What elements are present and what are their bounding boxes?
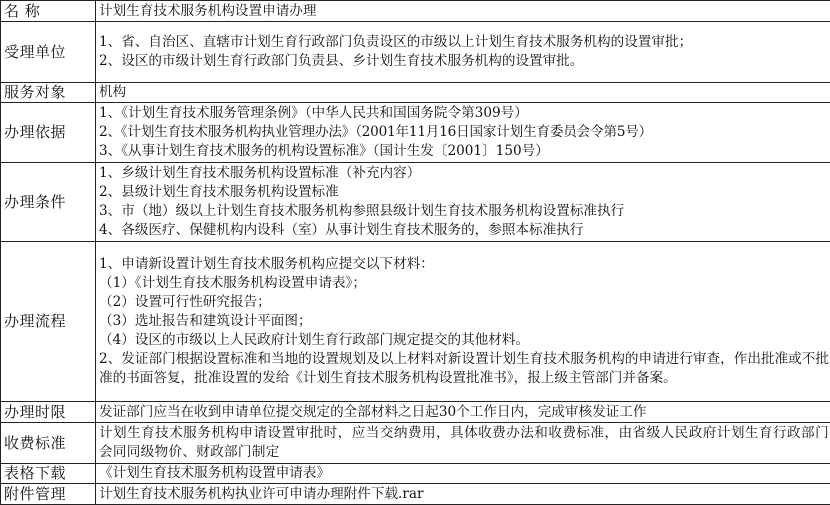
label-conditions: 办理条件: [1, 163, 96, 242]
value-name: 计划生育技术服务机构设置申请办理: [96, 1, 830, 22]
row-fees: [1, 423, 830, 464]
value-attachment[interactable]: 计划生育技术服务机构执业许可申请办理附件下载.rar: [96, 484, 830, 505]
row-dept: [1, 22, 830, 83]
conditions-line: 1、乡级计划生育技术服务机构设置标准（补充内容）: [99, 165, 421, 181]
dept-line: 2、设区的市级计划生育行政部门负责县、乡计划生育技术服务机构的设置审批。: [99, 53, 584, 69]
label-target: 服务对象: [1, 83, 96, 103]
label-fees: 收费标准: [1, 423, 96, 464]
value-time-limit: [96, 402, 830, 423]
value-basis: [96, 103, 830, 163]
process-line: （4）设区的市级以上人民政府计划生育行政部门规定提交的其他材料。: [99, 332, 530, 348]
label-attachment: 附件管理: [1, 484, 96, 505]
value-dept: [96, 22, 830, 83]
row-process: [1, 242, 830, 402]
time-limit-text: 发证部门应当在收到申请单位提交规定的全部材料之日起30个工作日内，完成审核发证工作: [99, 403, 647, 420]
process-line: （2）设置可行性研究报告；: [99, 294, 271, 310]
row-time-limit: [1, 402, 830, 423]
label-time-limit: 办理时限: [1, 402, 96, 423]
conditions-line: 3、市（地）级以上计划生育技术服务机构参照县级计划生育技术服务机构设置标准执行: [99, 203, 625, 219]
value-fees: [96, 423, 830, 464]
basis-line: 3、《从事计划生育技术服务的机构设置标准》（国计生发〔2001〕150号）: [99, 143, 549, 159]
label-name: 名 称: [1, 1, 96, 22]
basis-line: 1、《计划生育技术服务管理条例》（中华人民共和国国务院令第309号）: [99, 105, 528, 121]
dept-line: 1、省、自治区、直辖市计划生育行政部门负责设区的市级以上计划生育技术服务机构的设置审批；: [99, 34, 693, 50]
process-line: 2、发证部门根据设置标准和当地的设置规划及以上材料对新设置计划生育技术服务机构的申请进行审查，作出批准或不批准的书面答复，批准设置的发给《计划生育技术服务机构设置批准书》，报上级主管部门并备案。: [99, 351, 829, 386]
row-name: [1, 1, 830, 22]
fees-text: 计划生育技术服务机构申请设置审批时，应当交纳费用，具体收费办法和收费标准，由省级人民政府计划生育行政部门会同同级物价、财政部门制定: [99, 425, 829, 460]
row-forms: [1, 464, 830, 484]
row-basis: [1, 103, 830, 163]
label-process: 办理流程: [1, 242, 96, 402]
value-target: 机构: [96, 83, 830, 103]
process-line: 1、申请新设置计划生育技术服务机构应提交以下材料：: [99, 256, 434, 272]
row-conditions: [1, 163, 830, 242]
process-line: （3）选址报告和建筑设计平面图；: [99, 313, 312, 329]
basis-line: 2、《计划生育技术服务机构执业管理办法》（2001年11月16日国家计划生育委员会令第5号）: [99, 124, 653, 140]
conditions-line: 4、各级医疗、保健机构内设科（室）从事计划生育技术服务的，参照本标准执行: [99, 222, 584, 238]
label-dept: 受理单位: [1, 22, 96, 83]
value-forms[interactable]: 《计划生育技术服务机构设置申请表》: [96, 464, 830, 484]
label-basis: 办理依据: [1, 103, 96, 163]
row-attachment: [1, 484, 830, 505]
row-target: [1, 83, 830, 103]
value-conditions: [96, 163, 830, 242]
conditions-line: 2、县级计划生育技术服务机构设置标准: [99, 184, 339, 200]
process-line: （1）《计划生育技术服务机构设置申请表》；: [99, 275, 366, 291]
label-forms: 表格下载: [1, 464, 96, 484]
value-process: [96, 242, 830, 402]
